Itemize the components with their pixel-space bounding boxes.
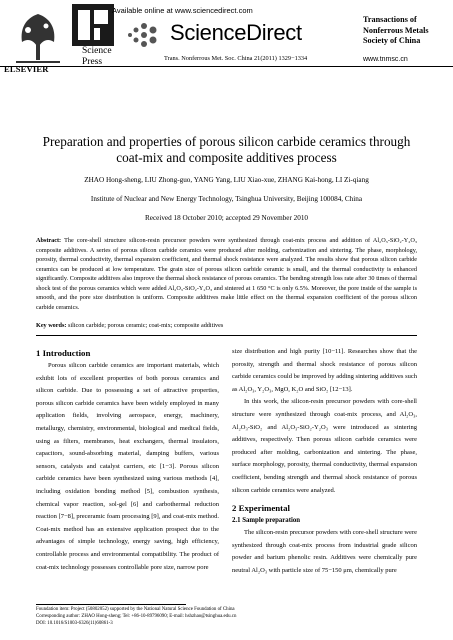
intro-continued-paragraph: size distribution and high purity [10−11]. Researches show that the porosity, strength and thermal shock resistance of porous silicon carbide ceramics could be improved by adding sintering additives such as Al₂O₃, Y₂O₃, MgO, K₂O and SiO₂ [12−13]. xyxy=(232,348,417,393)
footnote-corresponding: Corresponding author: ZHAO Hong-sheng; Tel: +86-10-89796090; E-mail: hshzhao@tsinghua.edu.cn xyxy=(36,614,237,619)
online-availability: Available online at www.sciencedirect.com xyxy=(112,6,253,15)
intro-work-paragraph: In this work, the silicon-resin precursor powders with core-shell structure were synthesized through coat-mix process, and Al₂O₃, Al₂O₃-SiO₂ and Al₂O₃-SiO₂-Y₂O₃ were introduced as sintering additives, respectively. Then porous silicon carbide ceramics were produced after molding, carbonization and sintering. The phase, surface morphology, porosity, thermal conductivity, thermal expansion coefficient, bending strength and thermal shock resistance of porous silicon carbide ceramics were analyzed. xyxy=(232,398,417,494)
affiliation: Institute of Nuclear and New Energy Technology, Tsinghua University, Beijing 100084, China xyxy=(90,195,363,203)
journal-line2: Nonferrous Metals xyxy=(363,25,429,35)
intro-paragraph: Porous silicon carbide ceramics are important materials, which exhibit lots of excellent properties of both porous ceramics and silicon carbide. Due to possessing a set of attractive properties, porous silicon carbide ceramics have been widely employed in many application fields, involving aerospace, energy, machinery, metallurgy, chemistry, environmental, biological and medical fields, using as filters, membranes, heat exchangers, thermal insulators, capacitors, sound-absorbing material, damping buffers, various sensors, catalysts and catalyst carriers, etc [1−3]. Porous silicon carbide ceramics have been synthesized using various methods [4], including oxidation bonding method [5], combustion synthesis, chemical vapor reaction, sol-gel [6] and carbothermal reduction reaction [7−8], preceramic foam processing [9], and coat-mix method. Coat-mix method has an extensive application prospect due to the advantages of simple technology, energy saving, high efficiency, controllable process and environmental compatibility. The product of coat-mix technology possesses controllable pore size, narrow pore xyxy=(36,362,219,571)
footnotes xyxy=(36,606,417,627)
header-divider xyxy=(0,66,453,67)
sample-paragraph: The silicon-resin precursor powders with core-shell structure were synthesized through coat-mix process from industrial grade silicon powder and barium phenolic resin. Additives were chemically pure neutral Al₂O₃ with particle size of 75−150 μm, chemically pure xyxy=(232,529,417,574)
abstract xyxy=(36,236,417,312)
article-title xyxy=(30,134,423,166)
sciencedirect-icon xyxy=(122,20,162,50)
elsevier-logo xyxy=(8,8,68,66)
journal-url: www.tnmsc.cn xyxy=(363,56,408,63)
left-column xyxy=(36,346,219,574)
abstract-text: The core-shell structure silicon-resin precursor powders were synthesized through coat-mix process and addition of Al₂O₃-SiO₂-Y₂O₃ composite additives. A series of porous silicon carbide ceramics were produced after molding, carbonization and sintering. The phase, morphology, porosity, thermal conductivity, thermal expansion coefficient, and thermal shock resistance were analyzed. The results show that porous silicon carbide ceramics can be produced at low temperature. The grain size of porous silicon carbide ceramic is small, and the thermal conductivity is enhanced significantly. Composite additives also improve the thermal shock resistance of porous ceramics. The bending strength loss rate after 30 times of thermal shock test of the porous ceramics which were added Al₂O₃-SiO₂-Y₂O₃ and sintered at 1 650 °C is only 6.5%. Moreover, the pore inside of the sample is smooth, and the pore size distribution is uniform. Composite additives make little effect on the thermal expansion coefficient of the porous silicon carbide ceramics. xyxy=(36,237,417,311)
keywords-text: silicon carbide; porous ceramic; coat-mix; composite additives xyxy=(67,322,224,329)
keywords xyxy=(36,321,417,331)
right-column xyxy=(232,346,417,578)
press-line1: Science xyxy=(82,46,112,56)
science-press-logo xyxy=(72,4,114,46)
section-heading-experimental: 2 Experimental xyxy=(232,503,290,514)
footnote-doi: DOI: 10.1016/S1003-6326(11)60861-3 xyxy=(36,621,113,626)
publisher-name: ELSEVIER xyxy=(4,64,49,74)
section-heading-introduction: 1 Introduction xyxy=(36,348,91,358)
abstract-divider xyxy=(36,335,417,336)
journal-line3: Society of China xyxy=(363,36,421,45)
science-press-label xyxy=(82,46,112,68)
footnote-foundation: Foundation item: Project (50802052) supported by the National Natural Science Foundation of China xyxy=(36,607,235,612)
subsection-heading-sample-preparation: 2.1 Sample preparation xyxy=(232,517,301,525)
press-line2: Press xyxy=(82,57,103,67)
journal-citation: Trans. Nonferrous Met. Soc. China 21(2011) 1329−1334 xyxy=(164,55,308,62)
received-dates: Received 18 October 2010; accepted 29 November 2010 xyxy=(144,214,309,222)
title-line1: Preparation and properties of porous silicon carbide ceramics through xyxy=(42,134,411,149)
author-list: ZHAO Hong-sheng, LIU Zhong-guo, YANG Yang, LIU Xiao-xue, ZHANG Kai-hong, LI Zi-qiang xyxy=(84,176,369,184)
keywords-label: Key words: xyxy=(36,322,67,329)
sciencedirect-name: ScienceDirect xyxy=(170,20,302,45)
title-line2: coat-mix and composite additives process xyxy=(116,150,337,165)
abstract-label: Abstract: xyxy=(36,237,62,244)
footnote-divider xyxy=(36,604,186,605)
journal-title xyxy=(363,15,453,47)
journal-line1: Transactions of xyxy=(363,15,417,24)
